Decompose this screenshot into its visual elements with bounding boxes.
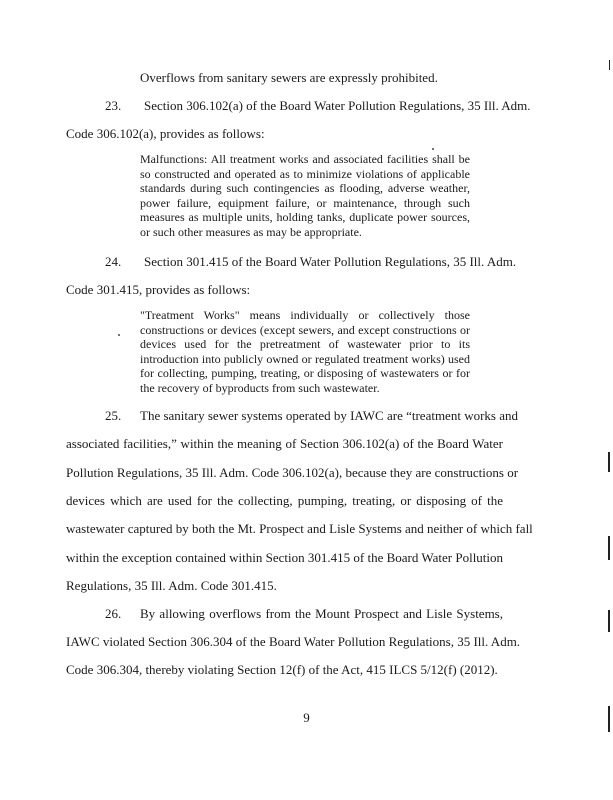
para-24-second-line: Code 301.415, provides as follows: bbox=[66, 282, 251, 297]
scan-mark bbox=[608, 452, 610, 472]
para-23-first-text: Section 306.102(a) of the Board Water Pollution Regulations, 35 Ill. Adm. bbox=[144, 98, 531, 113]
para-24-first-text: Section 301.415 of the Board Water Pollution Regulations, 35 Ill. Adm. bbox=[144, 254, 517, 269]
para-24-block-quote: "Treatment Works" means individually or collectively those constructions or devices (except sewers, and except constructions or devices used for the pretreatment of wastewater prior to its introduction into publicly owned or regulated treatment works) used for collecting, pumping, treating, or disposing of wastewaters or for the recovery of byproducts from such wastewater. bbox=[140, 308, 470, 395]
para-23-number: 23. bbox=[105, 98, 122, 113]
para-24-first-line bbox=[66, 254, 517, 270]
para-25-line-3: Pollution Regulations, 35 Ill. Adm. Code 306.102(a), because they are constructions or bbox=[66, 465, 519, 480]
para-23-first-line bbox=[66, 98, 531, 114]
scan-mark bbox=[608, 706, 610, 732]
para-25-number: 25. bbox=[105, 408, 122, 423]
para-26-line-3: Code 306.304, thereby violating Section 12(f) of the Act, 415 ILCS 5/12(f) (2012). bbox=[66, 662, 498, 677]
para-26-number: 26. bbox=[105, 606, 122, 621]
para-25-line-6: within the exception contained within Section 301.415 of the Board Water Pollution bbox=[66, 550, 504, 565]
para-25-line-7: Regulations, 35 Ill. Adm. Code 301.415. bbox=[66, 578, 277, 593]
scan-mark bbox=[609, 60, 610, 70]
para-25-line-5: wastewater captured by both the Mt. Prospect and Lisle Systems and neither of which fall bbox=[66, 521, 533, 536]
stray-mark bbox=[118, 334, 120, 336]
para-26-line-2: IAWC violated Section 306.304 of the Board Water Pollution Regulations, 35 Ill. Adm. bbox=[66, 634, 521, 649]
para-23-second-line: Code 306.102(a), provides as follows: bbox=[66, 126, 265, 141]
scan-mark bbox=[608, 536, 610, 560]
page-number: 9 bbox=[303, 710, 310, 725]
para-23-block-quote: Malfunctions: All treatment works and associated facilities shall be so constructed and operated as to minimize violations of applicable standards during such contingencies as flooding, adverse weather, power failure, equipment failure, or maintenance, through such measures as multiple units, holding tanks, duplicate power sources, or such other measures as may be appropriate. bbox=[140, 152, 470, 239]
para-26-line-1: By allowing overflows from the Mount Prospect and Lisle Systems, bbox=[140, 606, 503, 621]
para-25-line-2: associated facilities,” within the meaning of Section 306.102(a) of the Board Water bbox=[66, 436, 503, 451]
para-25-line-1: The sanitary sewer systems operated by IAWC are “treatment works and bbox=[140, 408, 518, 423]
para-25-line-4: devices which are used for the collecting, pumping, treating, or disposing of the bbox=[66, 493, 503, 508]
para-24-number: 24. bbox=[105, 254, 122, 269]
overflows-sentence: Overflows from sanitary sewers are expressly prohibited. bbox=[140, 70, 438, 85]
scan-mark bbox=[608, 610, 610, 632]
stray-mark bbox=[432, 148, 434, 150]
